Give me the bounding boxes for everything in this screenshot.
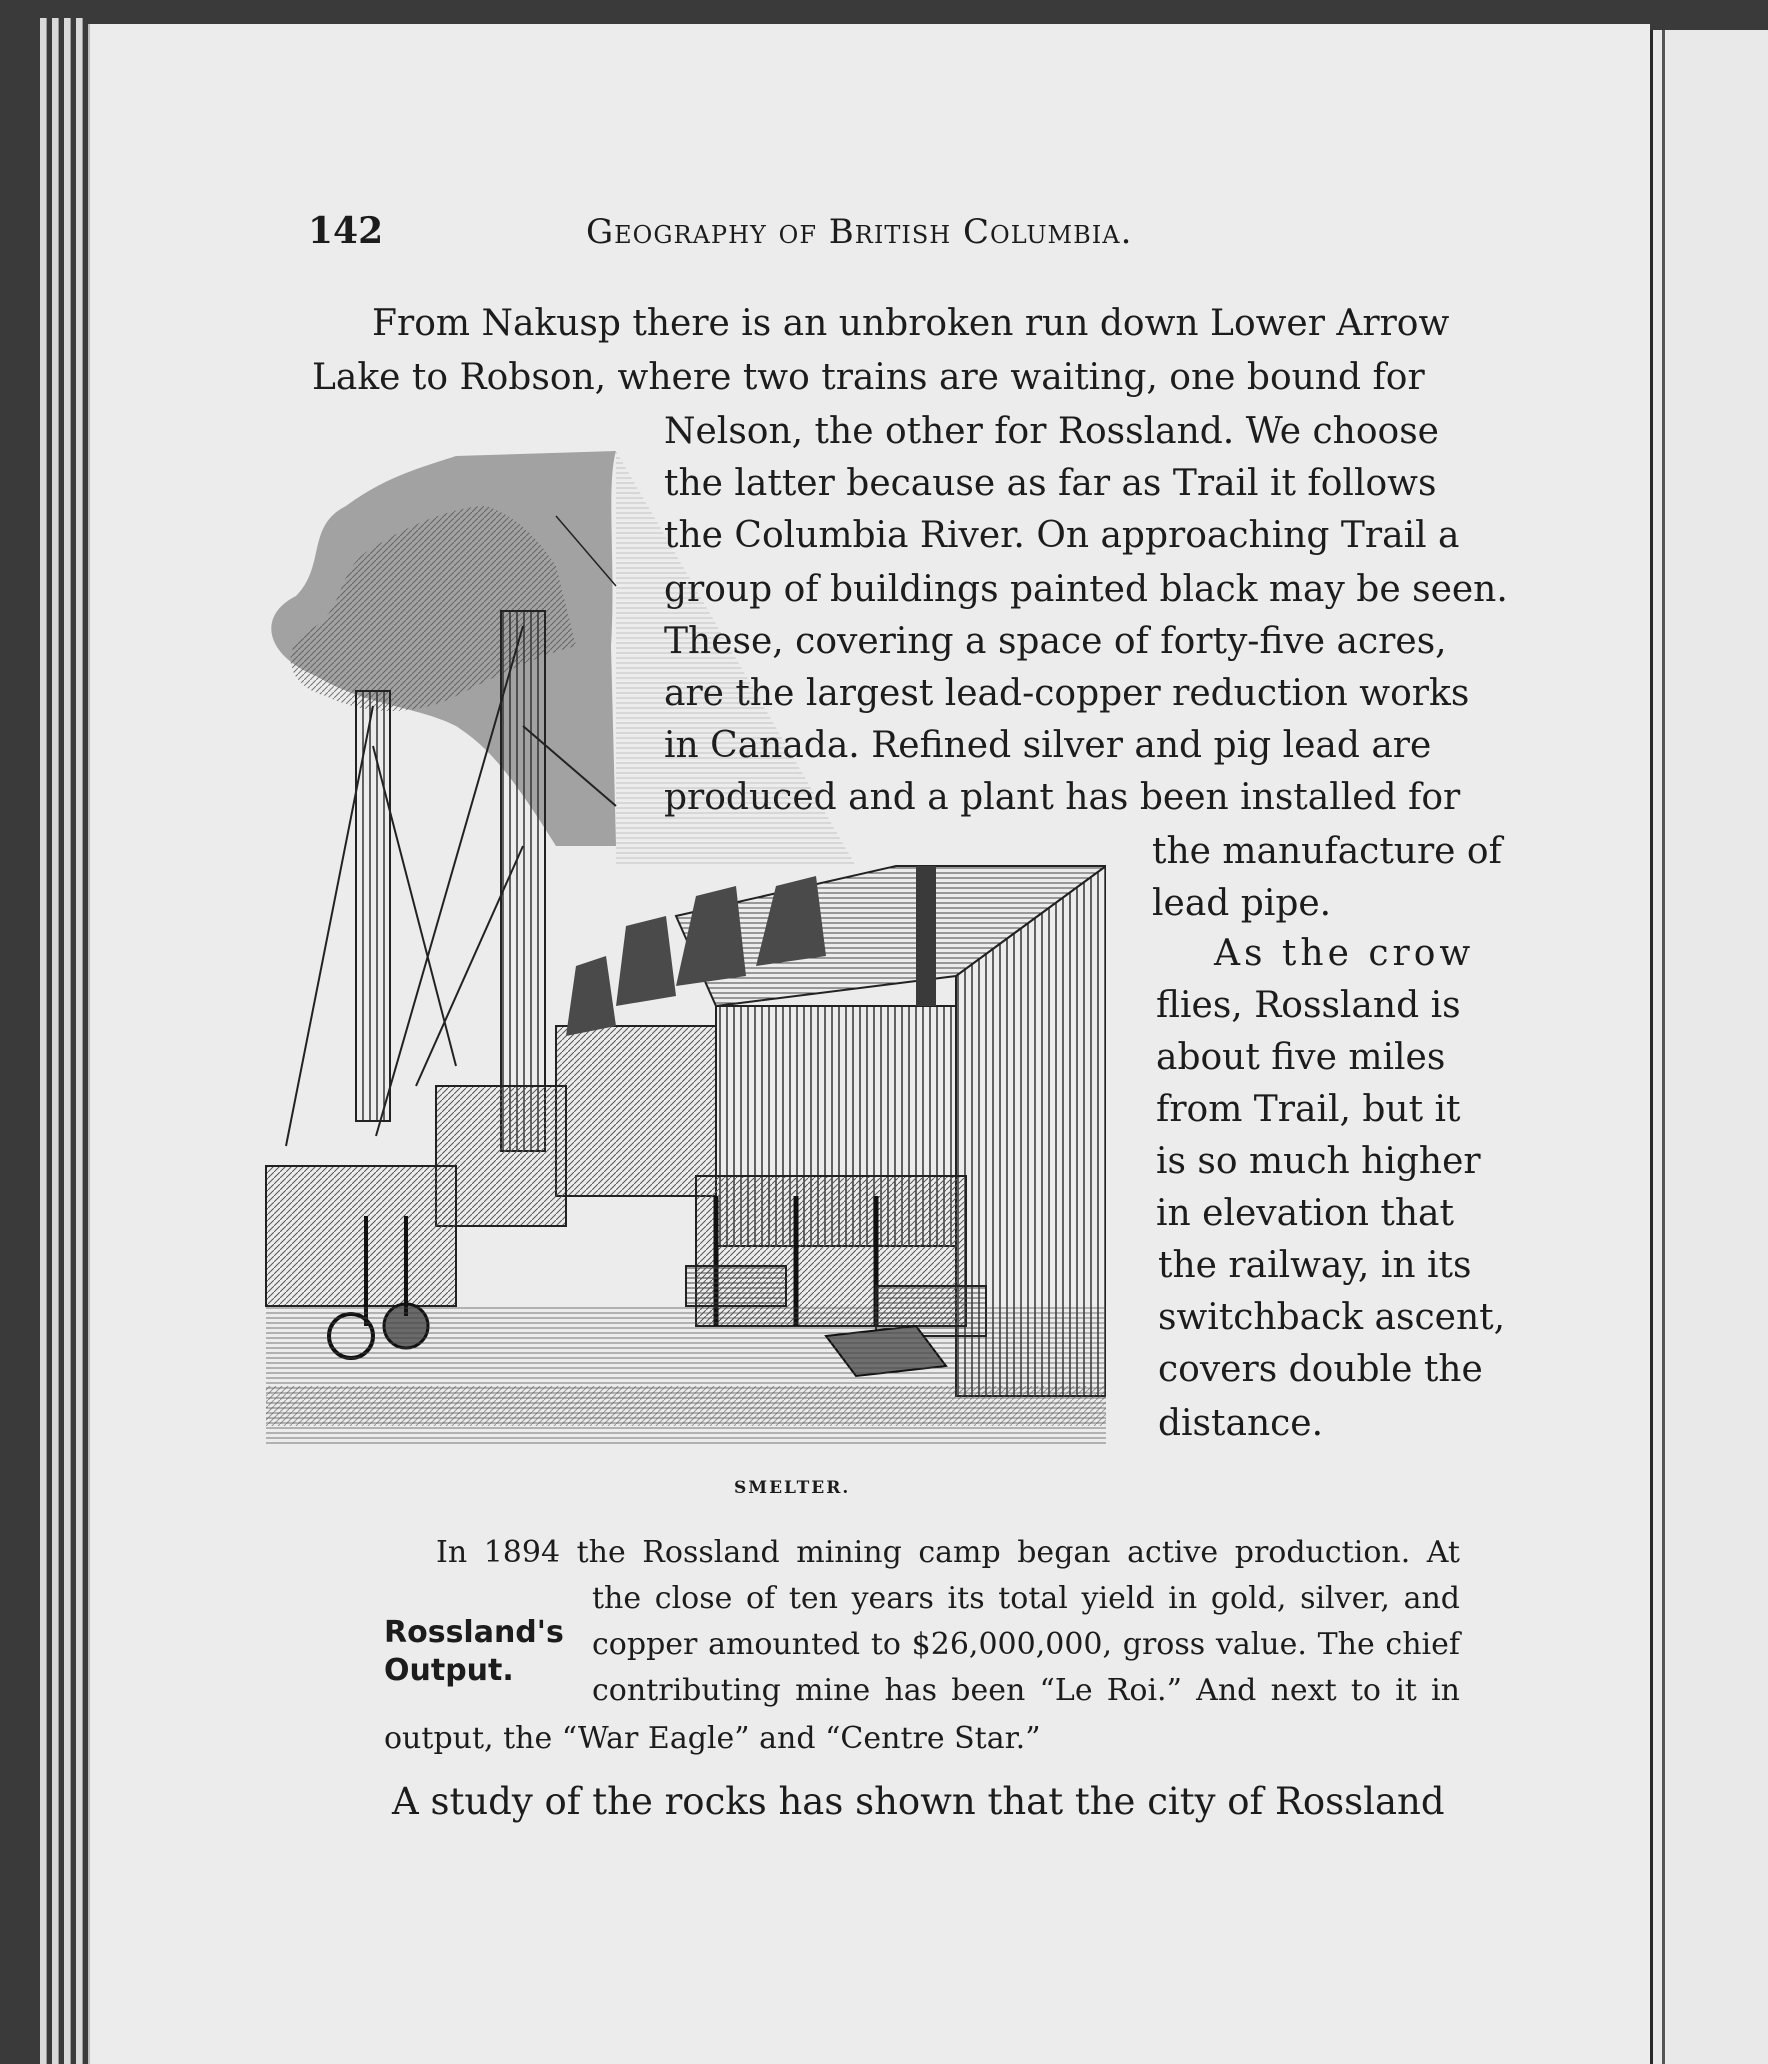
text-line: Lake to Robson, where two trains are waiting, one bound for <box>312 357 1425 398</box>
text-line: As the crow <box>1214 933 1475 974</box>
text-line: flies, Rossland is <box>1156 985 1461 1026</box>
text-line-small <box>592 1668 1460 1714</box>
text-line: the manufacture of <box>1152 831 1502 872</box>
page-stack-edge <box>40 18 47 2064</box>
text-line: covers double the <box>1158 1349 1483 1390</box>
text-line: the latter because as far as Trail it follows <box>664 463 1437 504</box>
text-line: the Columbia River. On approaching Trail a <box>664 515 1460 556</box>
text-line: are the largest lead-copper reduction works <box>664 673 1470 714</box>
facing-page-edge <box>1650 30 1768 2064</box>
running-title: Geography of British Columbia. <box>586 212 1133 252</box>
text-line-small <box>592 1622 1460 1668</box>
smelter-illustration <box>256 446 1106 1446</box>
text-line: group of buildings painted black may be seen. <box>664 569 1508 610</box>
text-line-small <box>592 1576 1460 1622</box>
text-line: the railway, in its <box>1158 1245 1472 1286</box>
page-stack-edge <box>64 18 71 2064</box>
running-head <box>308 210 1518 260</box>
figure-caption: SMELTER. <box>734 1478 851 1498</box>
text-line: in elevation that <box>1156 1193 1454 1234</box>
small-text: the close of ten years its total yield in gold, silver, and <box>592 1581 1460 1616</box>
text-line: from Trail, but it <box>1156 1089 1461 1130</box>
page-number: 142 <box>308 210 384 252</box>
text-line: in Canada. Refined silver and pig lead are <box>664 725 1432 766</box>
page-stack-edge <box>52 18 59 2064</box>
text-line: switchback ascent, <box>1158 1297 1506 1338</box>
gutter-shadow <box>1662 30 1665 2064</box>
text-line: Nelson, the other for Rossland. We choose <box>664 411 1439 452</box>
text-line-small <box>436 1530 1460 1576</box>
text-line-small: output, the “War Eagle” and “Centre Star.” <box>384 1721 1041 1756</box>
text-line: produced and a plant has been installed for <box>664 777 1461 818</box>
text-line: A study of the rocks has shown that the city of Rossland <box>392 1780 1445 1823</box>
text-line: From Nakusp there is an unbroken run down Lower Arrow <box>372 303 1450 344</box>
text-line: is so much higher <box>1156 1141 1481 1182</box>
text-line: distance. <box>1158 1403 1324 1444</box>
text-line: about five miles <box>1156 1037 1446 1078</box>
small-text: contributing mine has been “Le Roi.” And next to it in <box>592 1673 1460 1708</box>
sidenote <box>384 1614 564 1690</box>
sidenote-line: Rossland's <box>384 1615 564 1650</box>
page-stack-edge <box>76 18 83 2064</box>
text-line: lead pipe. <box>1152 883 1332 924</box>
small-text: In 1894 the Rossland mining camp began active production. At <box>436 1535 1460 1570</box>
sidenote-line: Output. <box>384 1653 514 1688</box>
text-line: These, covering a space of forty-five acres, <box>664 621 1447 662</box>
small-text: copper amounted to $26,000,000, gross value. The chief <box>592 1627 1460 1662</box>
